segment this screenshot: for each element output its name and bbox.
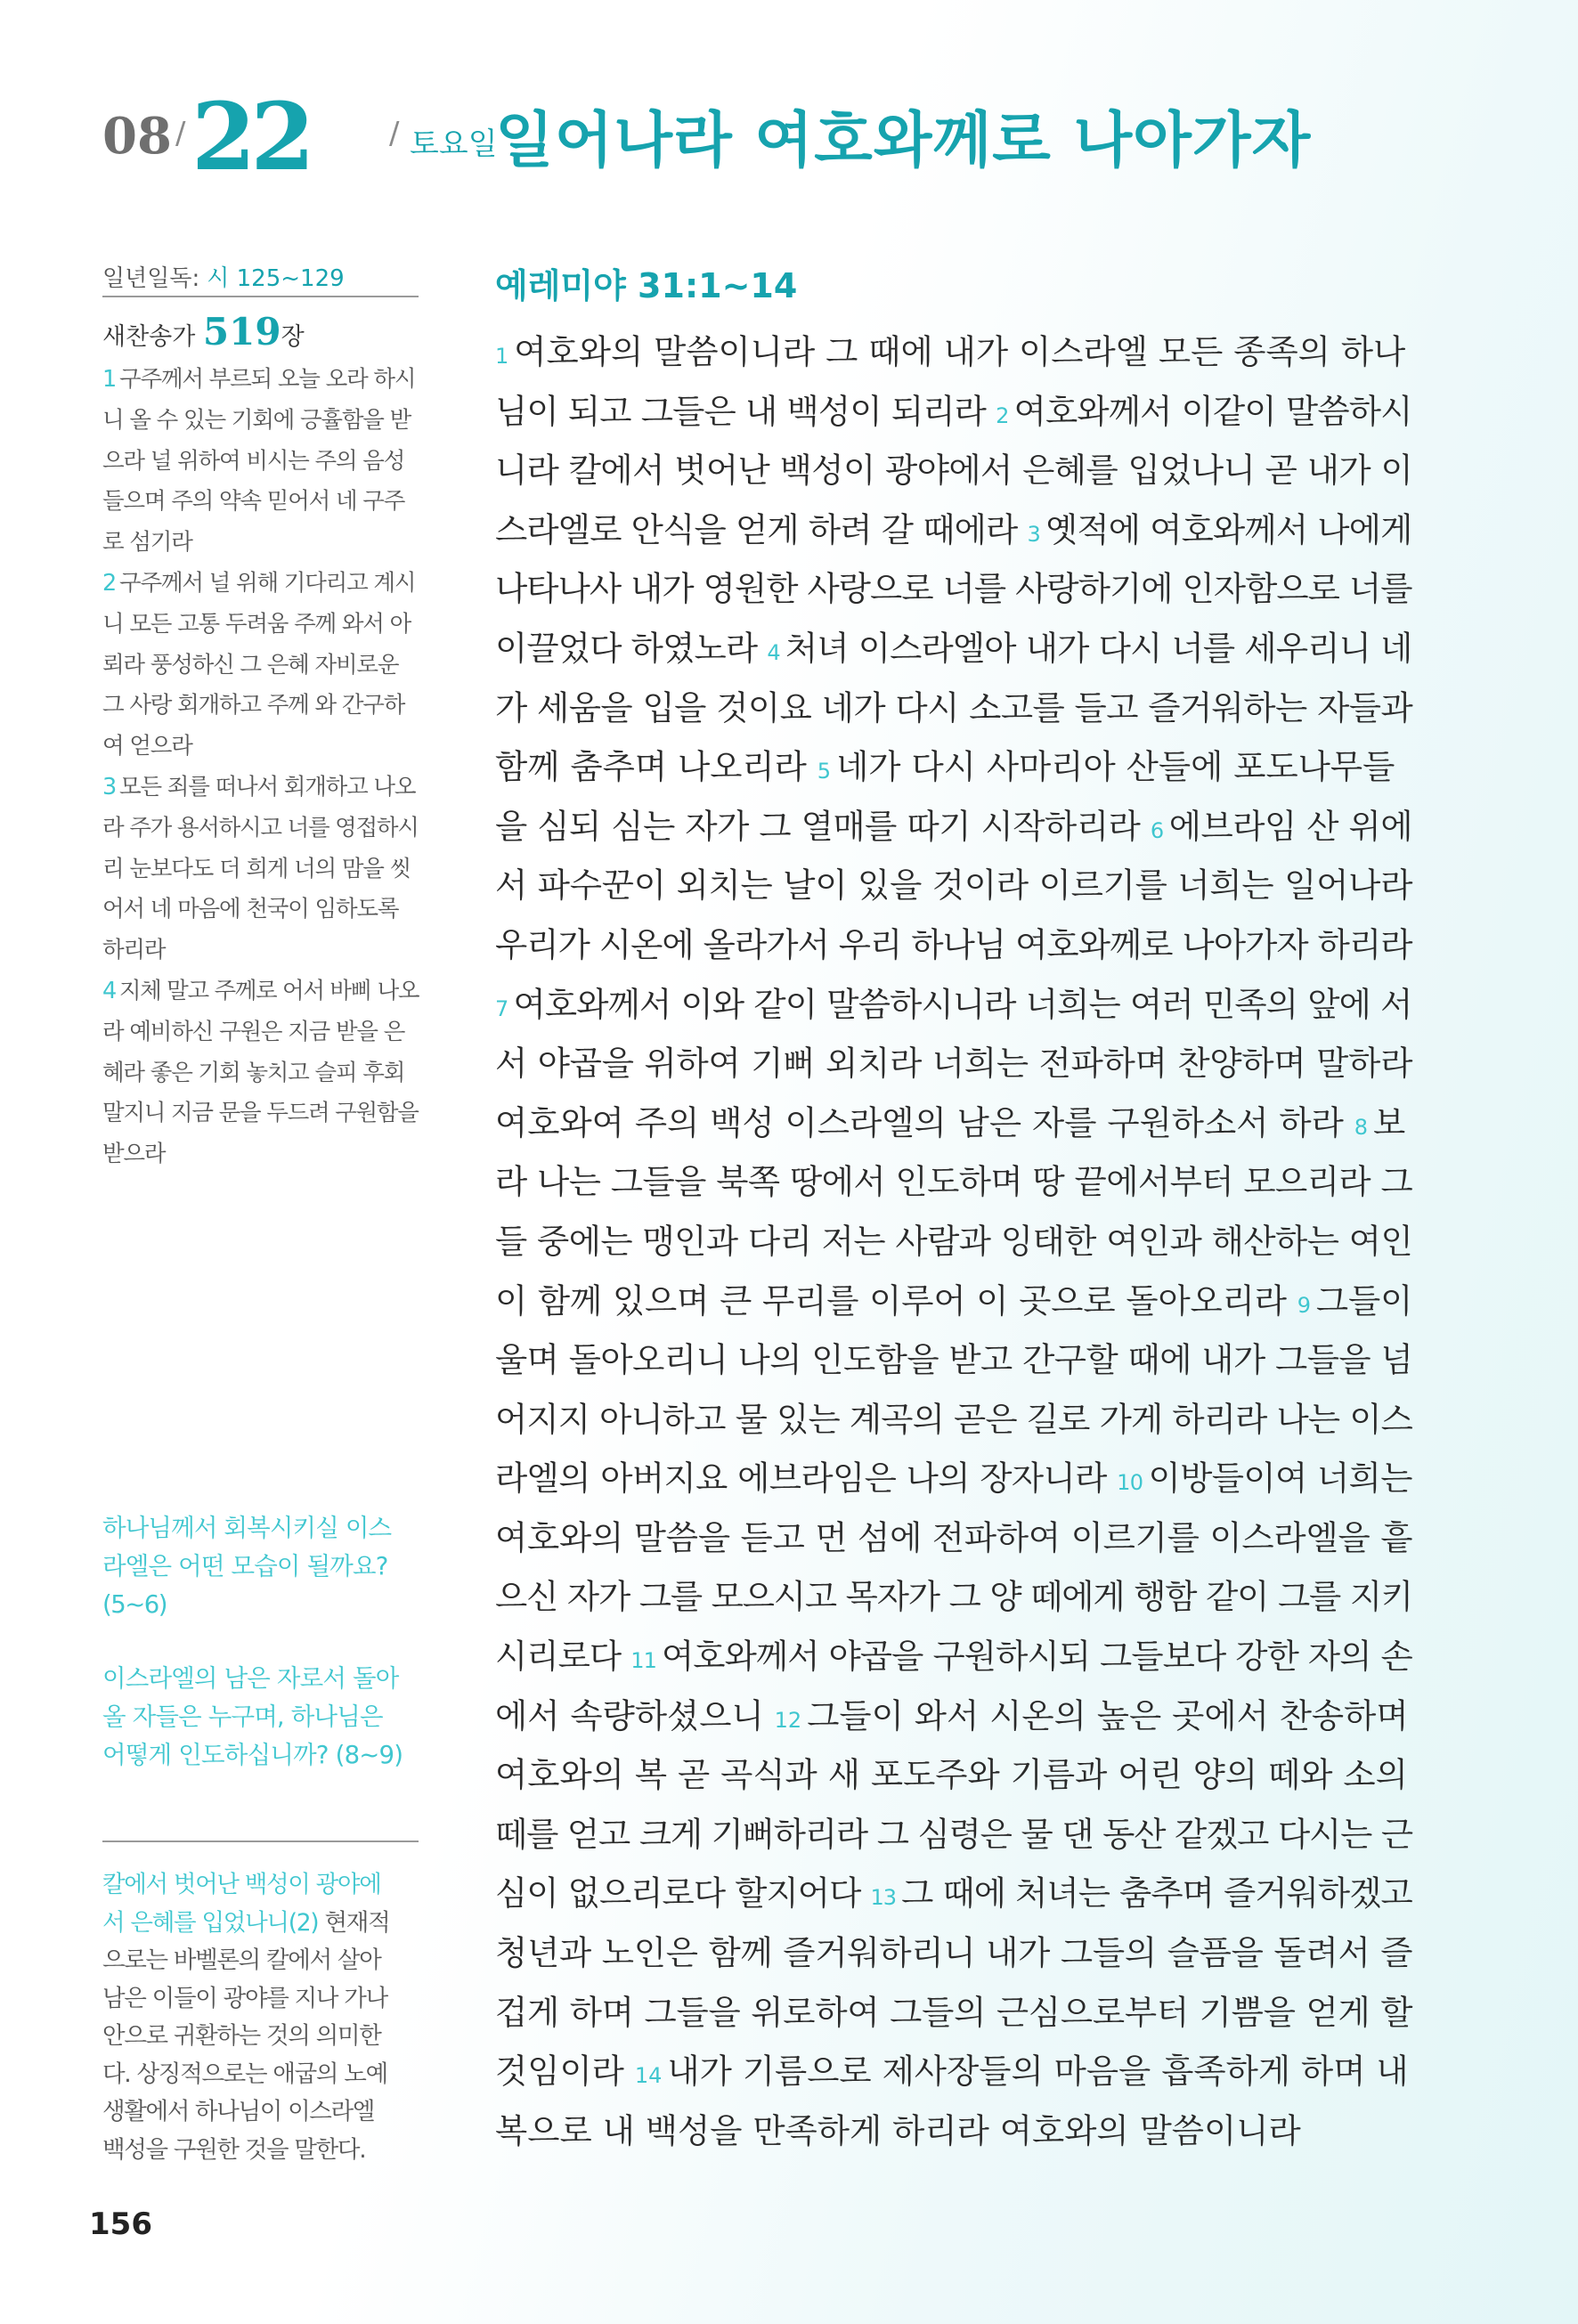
verse-text: 들 중에는 맹인과 다리 저는 사람과 잉태한 여인과 해산하는 여인 xyxy=(495,1221,1413,1261)
hymn-header xyxy=(102,310,419,360)
verse-text: 가 세움을 입을 것이요 네가 다시 소고를 들고 즐거워하는 자들과 xyxy=(495,687,1413,727)
date-block xyxy=(102,82,498,191)
scripture-line xyxy=(495,1390,1412,1450)
hymn-line xyxy=(102,727,419,768)
hymn-text: 여 얻으라 xyxy=(102,733,192,760)
verse-text: 여호와께서 이와 같이 말씀하시니라 너희는 여러 민족의 앞에 서 xyxy=(513,984,1412,1024)
date-month: 08 xyxy=(102,107,172,166)
verse-text: 이 함께 있으며 큰 무리를 이루어 이 곳으로 돌아오리라 xyxy=(495,1280,1297,1320)
verse-text: 어지지 아니하고 물 있는 계곡의 곧은 길로 가게 하리라 나는 이스 xyxy=(495,1399,1413,1439)
question-line: 어떻게 인도하십니까? (8~9) xyxy=(102,1741,403,1769)
verse-text: 그들이 와서 시온의 높은 곳에서 찬송하며 xyxy=(807,1695,1409,1735)
verse-number: 13 xyxy=(870,1885,897,1911)
hymn-line xyxy=(102,564,419,605)
hymn-line xyxy=(102,890,419,930)
scripture-line xyxy=(495,2101,1412,2161)
hymn-suffix: 장 xyxy=(281,323,305,351)
divider xyxy=(102,1841,419,1842)
verse-text: 에서 속량하셨으니 xyxy=(495,1695,775,1735)
hymn-text: 혜라 좋은 기회 놓치고 슬피 후회 xyxy=(102,1059,405,1086)
verse-number: 1 xyxy=(495,344,509,369)
scripture-line xyxy=(495,1627,1412,1686)
scripture-line xyxy=(495,1272,1412,1331)
daily-reading xyxy=(102,260,419,296)
hymn-line xyxy=(102,482,419,523)
note-text: 생활에서 하나님이 이스라엘 xyxy=(102,2098,375,2125)
hymn-text: 니 올 수 있는 기회에 긍휼함을 받 xyxy=(102,406,411,434)
hymn-line xyxy=(102,442,419,483)
scripture-line xyxy=(495,1864,1412,1923)
date-weekday: 토요일 xyxy=(410,126,498,162)
verse-text: 니라 칼에서 벗어난 백성이 광야에서 은혜를 입었나니 곧 내가 이 xyxy=(495,451,1413,491)
note-line xyxy=(102,1942,423,1980)
hymn-text: 로 섬기라 xyxy=(102,529,192,557)
verse-text: 떼를 얻고 크게 기뻐하리라 그 심령은 물 댄 동산 같겠고 다시는 근 xyxy=(495,1814,1412,1854)
scripture-line xyxy=(495,1449,1412,1508)
hymn-prefix: 새찬송가 xyxy=(102,323,196,351)
hymn-line xyxy=(102,809,419,849)
verse-text: 복으로 내 백성을 만족하게 하리라 여호와의 말씀이니라 xyxy=(495,2110,1301,2150)
note-line xyxy=(102,2056,423,2094)
verse-text: 여호와의 복 곧 곡식과 새 포도주와 기름과 어린 양의 떼와 소의 xyxy=(495,1755,1408,1795)
note-highlight: 칼에서 벗어난 백성이 광야에 xyxy=(102,1871,381,1898)
note-text: 백성을 구원한 것을 말한다. xyxy=(102,2135,366,2164)
scripture-line xyxy=(495,1152,1412,1212)
note-text: 남은 이들이 광야를 지나 가나 xyxy=(102,1984,387,2012)
hymn-text: 라 예비하신 구원은 지금 받을 은 xyxy=(102,1018,405,1045)
scripture-line xyxy=(495,322,1412,382)
page-title: 일어나라 여호와께로 나아가자 xyxy=(495,105,1312,176)
hymn-number: 519 xyxy=(202,310,281,353)
verse-text: 여호와의 말씀이니라 그 때에 내가 이스라엘 모든 종족의 하나 xyxy=(514,332,1406,371)
verse-number: 2 xyxy=(996,402,1009,428)
scripture-line xyxy=(495,679,1412,738)
scripture-reference: 예레미야 31:1~14 xyxy=(495,266,798,305)
verse-text: 서 야곱을 위하여 기뻐 외치라 너희는 전파하며 찬양하며 말하라 xyxy=(495,1044,1413,1084)
hymn-text: 어서 네 마음에 천국이 임하도록 xyxy=(102,896,399,923)
scripture-text xyxy=(495,322,1412,2160)
note-line xyxy=(102,2018,423,2056)
scripture-line xyxy=(495,1745,1412,1805)
commentary-note xyxy=(102,1866,423,2169)
date-separator: / xyxy=(389,116,400,151)
sidebar xyxy=(102,260,419,1175)
questions xyxy=(102,1509,423,1775)
note-highlight: 서 은혜를 입었나니(2) xyxy=(102,1908,319,1937)
verse-number: 11 xyxy=(630,1648,656,1674)
scripture-line xyxy=(495,1923,1412,1983)
verse-number: 6 xyxy=(1150,817,1164,843)
hymn-text: 하리라 xyxy=(102,937,166,964)
scripture-line xyxy=(495,619,1412,679)
note-line xyxy=(102,1866,423,1905)
note-text: 현재적 xyxy=(318,1908,390,1937)
verse-text: 에브라임 산 위에 xyxy=(1168,806,1413,846)
verse-text: 처녀 이스라엘아 내가 다시 너를 세우리니 네 xyxy=(785,628,1412,668)
verse-text: 서 파수꾼이 외치는 날이 있을 것이라 이르기를 너희는 일어나라 xyxy=(495,865,1413,906)
scripture-line xyxy=(495,975,1412,1035)
verse-text: 우리가 시온에 올라가서 우리 하나님 여호와께로 나아가자 하리라 xyxy=(495,924,1412,964)
verse-text: 여호와께서 야곱을 구원하시되 그들보다 강한 자의 손 xyxy=(661,1637,1412,1677)
verse-number: 3 xyxy=(1027,521,1040,547)
verse-text: 겁게 하며 그들을 위로하여 그들의 근심으로부터 기쁨을 얻게 할 xyxy=(495,1992,1413,2032)
verse-text: 것임이라 xyxy=(495,2052,635,2092)
hymn-text: 구주께서 부르되 오늘 오라 하시 xyxy=(119,366,416,393)
verse-text: 내가 기름으로 제사장들의 마음을 흡족하게 하며 내 xyxy=(667,2052,1409,2092)
verse-number: 4 xyxy=(102,977,116,1004)
verse-text: 보 xyxy=(1373,1102,1406,1142)
hymn-text: 으라 널 위하여 비시는 주의 음성 xyxy=(102,447,405,475)
question-line: (5~6) xyxy=(102,1590,167,1619)
hymn-line xyxy=(102,605,419,646)
verse-text: 을 심되 심는 자가 그 열매를 따기 시작하리라 xyxy=(495,806,1151,846)
note-line xyxy=(102,1980,423,2019)
note-line xyxy=(102,2132,423,2170)
divider xyxy=(102,296,419,297)
verse-text: 여호와여 주의 백성 이스라엘의 남은 자를 구원하소서 하라 xyxy=(495,1102,1354,1142)
verse-text: 나타나사 내가 영원한 사랑으로 너를 사랑하기에 인자함으로 너를 xyxy=(495,569,1412,609)
daily-reading-value: 시 125~129 xyxy=(207,265,345,292)
verse-text: 옛적에 여호와께서 나에게 xyxy=(1045,509,1412,549)
scripture-line xyxy=(495,1983,1412,2043)
note-text: 안으로 귀환하는 것의 의미한 xyxy=(102,2022,381,2050)
hymn-text: 받으라 xyxy=(102,1141,166,1168)
verse-text: 라 나는 그들을 북쪽 땅에서 인도하며 땅 끝에서부터 모으리라 그 xyxy=(495,1162,1413,1202)
verse-text: 님이 되고 그들은 내 백성이 되리라 xyxy=(495,391,996,431)
scripture-line xyxy=(495,856,1412,915)
verse-text: 네가 다시 사마리아 산들에 포도나무들 xyxy=(836,747,1395,787)
verse-number: 9 xyxy=(1297,1292,1311,1318)
daily-reading-label: 일년일독: xyxy=(102,265,200,292)
hymn-line xyxy=(102,523,419,564)
scripture-line xyxy=(495,737,1412,797)
verse-number: 12 xyxy=(774,1707,802,1733)
scripture-line xyxy=(495,441,1412,500)
verse-number: 7 xyxy=(495,995,508,1021)
verse-number: 5 xyxy=(817,759,832,784)
verse-number: 8 xyxy=(1354,1114,1369,1140)
verse-text: 심이 없으리로다 할지어다 xyxy=(495,1873,871,1914)
hymn-text: 지체 말고 주께로 어서 바삐 나오 xyxy=(118,977,419,1004)
hymn-line xyxy=(102,686,419,727)
hymn-line xyxy=(102,1012,419,1053)
hymn-line xyxy=(102,768,419,809)
hymn-line xyxy=(102,849,419,890)
scripture-line xyxy=(495,915,1412,975)
scripture-line xyxy=(495,2042,1412,2101)
verse-text: 라엘의 아버지요 에브라임은 나의 장자니라 xyxy=(495,1459,1118,1499)
hymn-text: 구주께서 널 위해 기다리고 계시 xyxy=(119,569,416,597)
hymn-text: 리 눈보다도 더 희게 너의 맘을 씻 xyxy=(102,855,411,882)
verse-text: 스라엘로 안식을 얻게 하려 갈 때에라 xyxy=(495,509,1028,549)
page-number: 156 xyxy=(89,2206,152,2242)
verse-text: 이끌었다 하였노라 xyxy=(495,628,768,668)
note-line xyxy=(102,2093,423,2132)
scripture-line xyxy=(495,1093,1412,1153)
verse-text: 시리로다 xyxy=(495,1637,631,1677)
verse-number: 10 xyxy=(1117,1470,1143,1496)
scripture-line xyxy=(495,1330,1412,1390)
hymn-line xyxy=(102,360,419,401)
hymn-text: 니 모든 고통 두려움 주께 와서 아 xyxy=(102,610,411,638)
hymn-line xyxy=(102,930,419,971)
date-day: 22 xyxy=(191,82,310,191)
verse-text: 그 때에 처녀는 춤추며 즐거워하겠고 xyxy=(901,1873,1412,1914)
verse-text: 함께 춤추며 나오리라 xyxy=(495,747,817,787)
question-line: 하나님께서 회복시키실 이스 xyxy=(102,1514,392,1542)
question-line: 이스라엘의 남은 자로서 돌아 xyxy=(102,1664,399,1693)
scripture-line xyxy=(495,1034,1412,1093)
question-line: 라엘은 어떤 모습이 될까요? xyxy=(102,1552,388,1580)
hymn-line xyxy=(102,971,419,1012)
verse-number: 2 xyxy=(102,569,117,597)
scripture-line xyxy=(495,1567,1412,1627)
verse-text: 그들이 xyxy=(1315,1280,1413,1320)
verse-text: 여호와께서 이같이 말씀하시 xyxy=(1013,391,1412,431)
hymn-text: 뢰라 풍성하신 그 은혜 자비로운 xyxy=(102,651,399,679)
hymn-text: 모든 죄를 떠나서 회개하고 나오 xyxy=(119,773,416,800)
hymn-text: 들으며 주의 약속 믿어서 네 구주 xyxy=(102,488,405,516)
hymn-line xyxy=(102,401,419,442)
hymn-lyrics xyxy=(102,360,419,1175)
verse-text: 이방들이여 너희는 xyxy=(1148,1459,1412,1499)
question-line: 올 자들은 누구며, 하나님은 xyxy=(102,1702,383,1731)
hymn-line xyxy=(102,1053,419,1094)
verse-text: 여호와의 말씀을 듣고 먼 섬에 전파하여 이르기를 이스라엘을 흩 xyxy=(495,1517,1413,1557)
verse-text: 울며 돌아오리니 나의 인도함을 받고 간구할 때에 내가 그들을 넘 xyxy=(495,1340,1413,1380)
verse-text: 으신 자가 그를 모으시고 목자가 그 양 떼에게 행함 같이 그를 지키 xyxy=(495,1577,1412,1617)
hymn-text: 그 사랑 회개하고 주께 와 간구하 xyxy=(102,692,405,719)
scripture-line xyxy=(495,382,1412,442)
note-text: 으로는 바벨론의 칼에서 살아 xyxy=(102,1946,381,1974)
verse-number: 3 xyxy=(102,773,117,800)
scripture-line xyxy=(495,797,1412,857)
verse-number: 4 xyxy=(767,639,780,665)
verse-text: 청년과 노인은 함께 즐거워하리니 내가 그들의 슬픔을 돌려서 즐 xyxy=(495,1933,1413,1973)
scripture-line xyxy=(495,1508,1412,1568)
scripture-line xyxy=(495,500,1412,560)
note-text: 다. 상징적으로는 애굽의 노예 xyxy=(102,2060,387,2088)
scripture-line xyxy=(495,1212,1412,1272)
note-line xyxy=(102,1905,423,1943)
hymn-line xyxy=(102,646,419,687)
scripture-line xyxy=(495,1686,1412,1746)
verse-number: 14 xyxy=(634,2063,663,2089)
date-separator: / xyxy=(175,116,186,151)
hymn-line xyxy=(102,1093,419,1134)
verse-number: 1 xyxy=(102,366,117,393)
hymn-text: 라 주가 용서하시고 너를 영접하시 xyxy=(102,814,419,841)
hymn-text: 말지니 지금 문을 두드려 구원함을 xyxy=(102,1100,419,1127)
question xyxy=(102,1509,423,1624)
scripture-line xyxy=(495,559,1412,619)
question xyxy=(102,1660,423,1775)
hymn-line xyxy=(102,1134,419,1175)
scripture-line xyxy=(495,1805,1412,1865)
